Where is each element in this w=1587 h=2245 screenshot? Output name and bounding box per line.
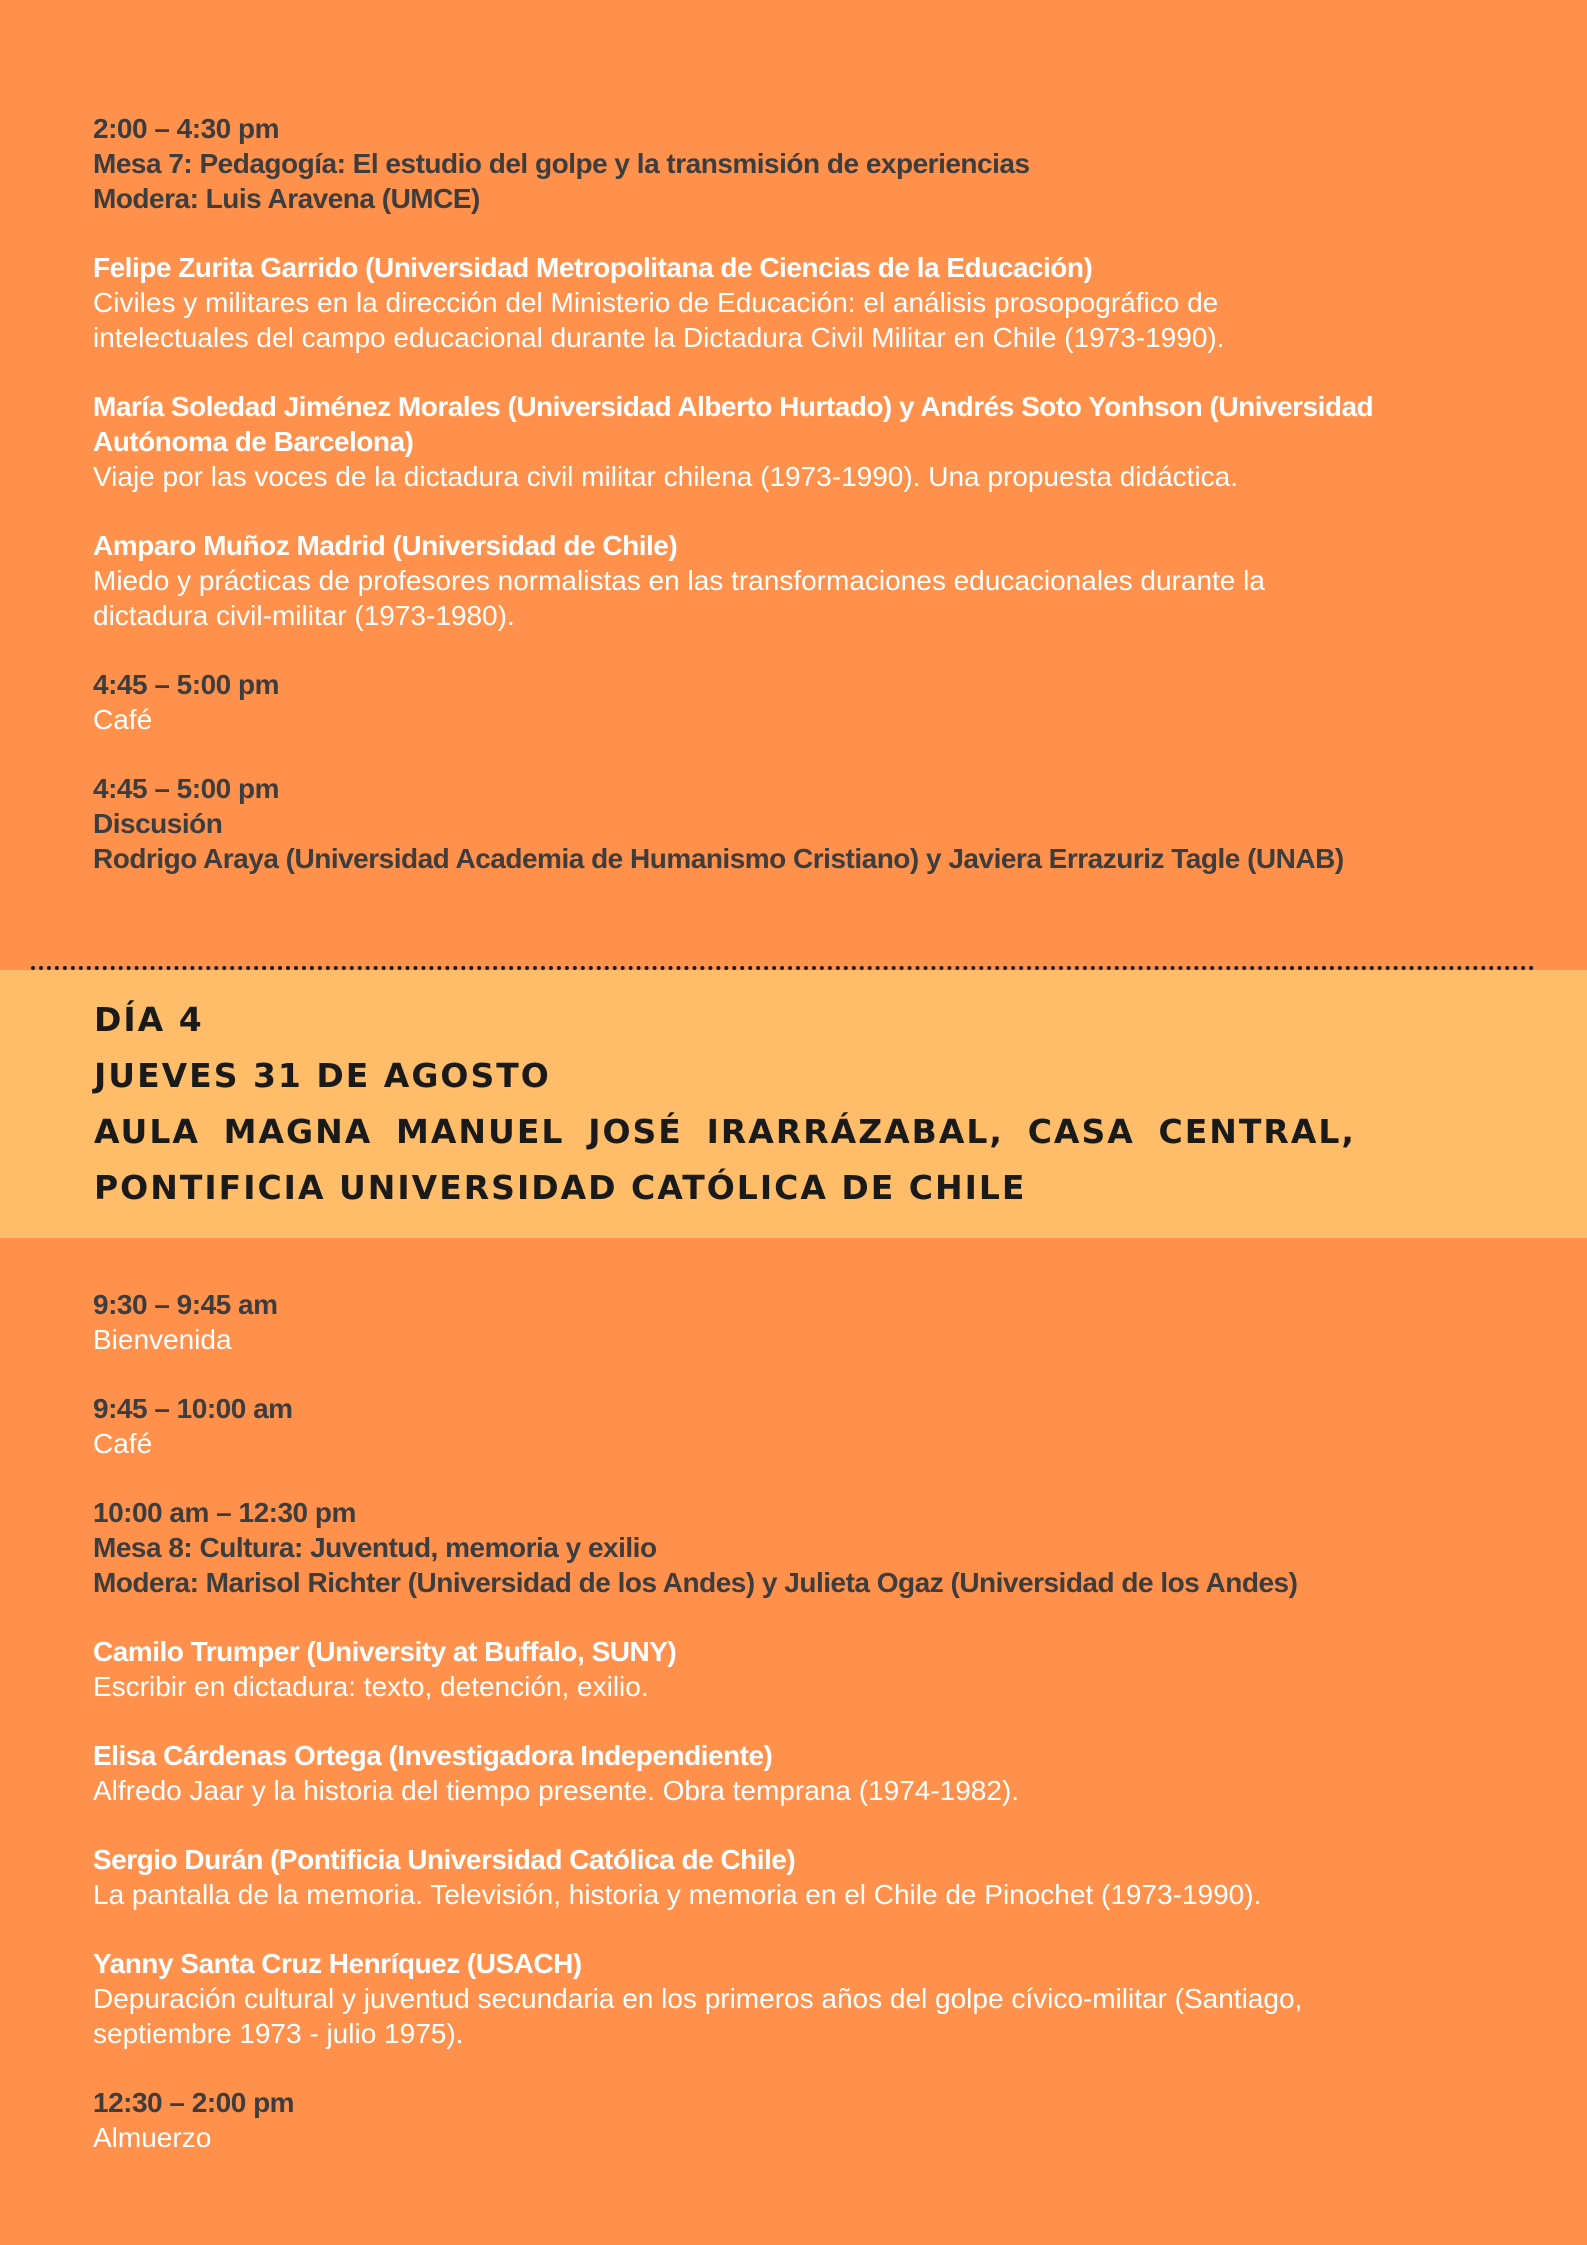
- talk-speaker: Yanny Santa Cruz Henríquez (USACH): [93, 1948, 582, 1979]
- session-time: 10:00 am – 12:30 pm: [93, 1497, 356, 1528]
- session-label: Discusión: [93, 808, 223, 839]
- talk-speaker: Camilo Trumper (University at Buffalo, SUNY): [93, 1636, 677, 1667]
- day3-schedule: [93, 111, 1494, 910]
- talk-speaker: Amparo Muñoz Madrid (Universidad de Chile): [93, 530, 678, 561]
- talk-item: [93, 250, 1494, 355]
- mesa7-block: [93, 111, 1494, 216]
- venue-word: CENTRAL,: [1158, 1112, 1356, 1151]
- talk-title: Viaje por las voces de la dictadura civil militar chilena (1973-1990). Una propuesta didáctica.: [93, 461, 1238, 492]
- lunch-block: [93, 2085, 1494, 2155]
- discussion-participants: Rodrigo Araya (Universidad Academia de Humanismo Cristiano) y Javiera Errazuriz Tagle (UNAB): [93, 843, 1344, 874]
- talk-title: Alfredo Jaar y la historia del tiempo presente. Obra temprana (1974-1982).: [93, 1775, 1020, 1806]
- session-moderator: Modera: Marisol Richter (Universidad de los Andes) y Julieta Ogaz (Universidad de los Andes): [93, 1567, 1298, 1598]
- talk-speaker: Elisa Cárdenas Ortega (Investigadora Independiente): [93, 1740, 773, 1771]
- talk-title: intelectuales del campo educacional durante la Dictadura Civil Militar en Chile (1973-1990).: [93, 322, 1225, 353]
- session-time: 2:00 – 4:30 pm: [93, 113, 279, 144]
- session-label: Café: [93, 704, 153, 735]
- talk-title: septiembre 1973 - julio 1975).: [93, 2018, 464, 2049]
- session-title: Mesa 7: Pedagogía: El estudio del golpe y la transmisión de experiencias: [93, 148, 1030, 179]
- talk-title: Escribir en dictadura: texto, detención, exilio.: [93, 1671, 649, 1702]
- talk-title: Depuración cultural y juventud secundaria en los primeros años del golpe cívico-militar (Santiago,: [93, 1983, 1303, 2014]
- talk-item: [93, 1738, 1494, 1808]
- date-label: JUEVES 31 DE AGOSTO: [94, 1056, 551, 1095]
- discussion-block: [93, 771, 1494, 876]
- talk-item: [93, 528, 1494, 633]
- talk-item: [93, 1842, 1494, 1912]
- talk-item: [93, 1946, 1494, 2051]
- talk-title: La pantalla de la memoria. Televisión, historia y memoria en el Chile de Pinochet (1973-1990).: [93, 1879, 1262, 1910]
- venue-line-2: PONTIFICIA UNIVERSIDAD CATÓLICA DE CHILE: [94, 1168, 1027, 1207]
- session-time: 9:30 – 9:45 am: [93, 1289, 278, 1320]
- session-label: Café: [93, 1428, 153, 1459]
- talk-title: Miedo y prácticas de profesores normalistas en las transformaciones educacionales durante la: [93, 565, 1265, 596]
- talk-speaker: Felipe Zurita Garrido (Universidad Metropolitana de Ciencias de la Educación): [93, 252, 1093, 283]
- talk-item: [93, 1634, 1494, 1704]
- session-time: 4:45 – 5:00 pm: [93, 773, 279, 804]
- coffee-break: [93, 667, 1494, 737]
- talk-title: Civiles y militares en la dirección del Ministerio de Educación: el análisis prosopográfico de: [93, 287, 1219, 318]
- talk-speaker: María Soledad Jiménez Morales (Universidad Alberto Hurtado) y Andrés Soto Yonhson (Universidad: [93, 391, 1374, 422]
- session-title: Mesa 8: Cultura: Juventud, memoria y exilio: [93, 1532, 657, 1563]
- session-time: 9:45 – 10:00 am: [93, 1393, 293, 1424]
- venue-line-1: [94, 1112, 1356, 1151]
- session-time: 4:45 – 5:00 pm: [93, 669, 279, 700]
- session-moderator: Modera: Luis Aravena (UMCE): [93, 183, 480, 214]
- session-label: Bienvenida: [93, 1324, 232, 1355]
- venue-word: AULA: [94, 1112, 200, 1151]
- welcome-block: [93, 1287, 1494, 1357]
- talk-title: dictadura civil-militar (1973-1980).: [93, 600, 515, 631]
- day4-schedule: [93, 1287, 1494, 2189]
- venue-word: MAGNA: [223, 1112, 373, 1151]
- venue-word: MANUEL: [396, 1112, 565, 1151]
- venue-word: CASA: [1027, 1112, 1135, 1151]
- talk-item: [93, 389, 1494, 494]
- venue-word: IRARRÁZABAL,: [706, 1112, 1004, 1151]
- coffee-break: [93, 1391, 1494, 1461]
- talk-speaker: Autónoma de Barcelona): [93, 426, 414, 457]
- venue-word: JOSÉ: [588, 1112, 683, 1151]
- talk-speaker: Sergio Durán (Pontificia Universidad Católica de Chile): [93, 1844, 796, 1875]
- day4-header-banner: [0, 970, 1587, 1238]
- session-label: Almuerzo: [93, 2122, 212, 2153]
- day-label: DÍA 4: [94, 1000, 204, 1039]
- mesa8-block: [93, 1495, 1494, 1600]
- session-time: 12:30 – 2:00 pm: [93, 2087, 295, 2118]
